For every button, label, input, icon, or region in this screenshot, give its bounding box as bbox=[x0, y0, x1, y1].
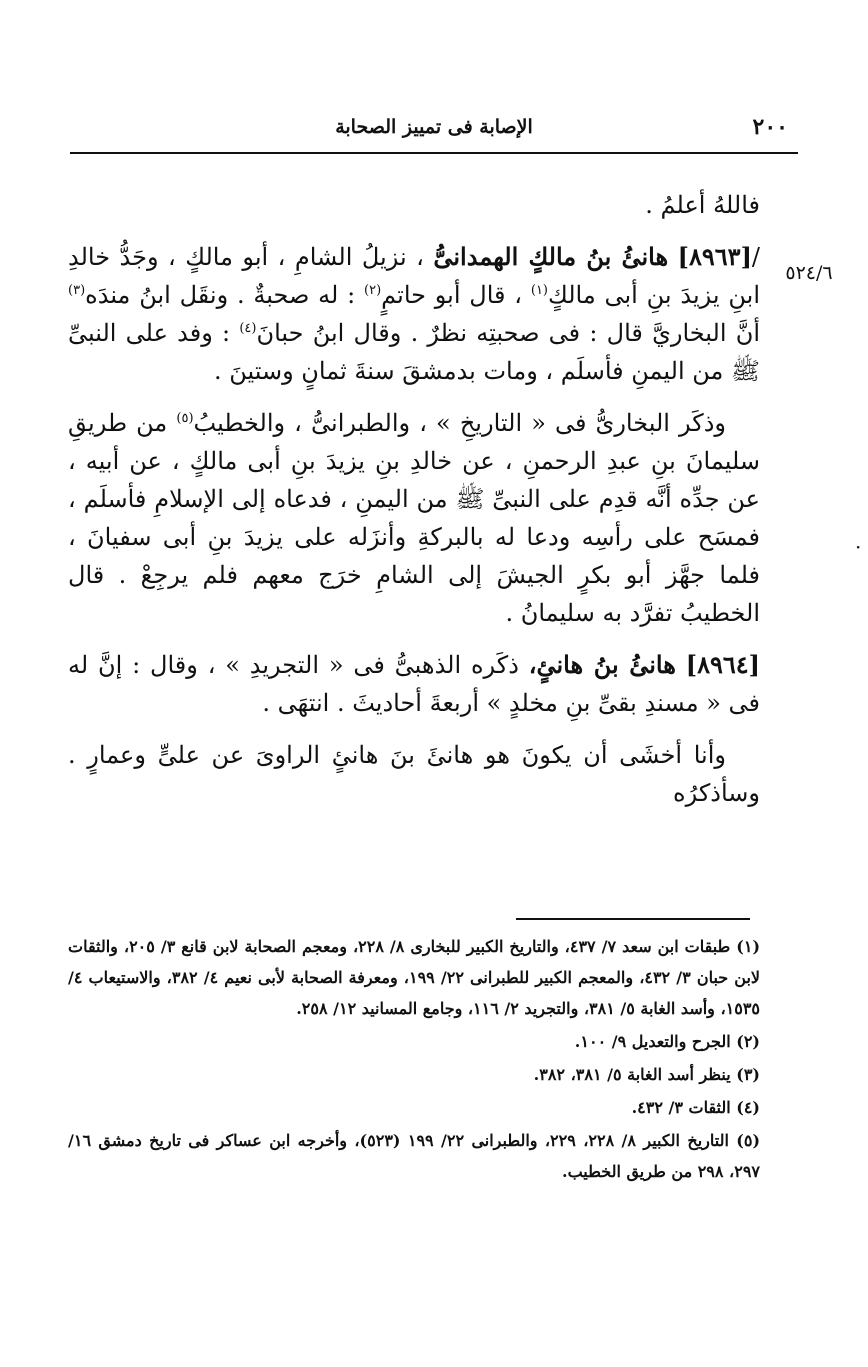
entry-number: [٨٩٦٣] bbox=[677, 242, 752, 271]
entry-8963 bbox=[68, 238, 760, 390]
paragraph-text: وذكَر البخارىُّ فى « التاريخِ » ، والطبرانىُّ ، والخطيبُ bbox=[193, 409, 727, 437]
header-rule bbox=[70, 152, 798, 154]
entry-text: : وفد على النبىِّ ﷺ من اليمنِ فأسلَم ، ومات بدمشقَ سنةَ ثمانٍ وستينَ . bbox=[68, 319, 760, 385]
margin-reference: ٥٢٤/٦ bbox=[785, 262, 833, 284]
footnote-ref: (٣) bbox=[68, 283, 86, 298]
footnote-ref: (١) bbox=[530, 283, 548, 298]
entry-text: ، قال أبو حاتمٍ bbox=[381, 281, 523, 309]
entry-8964 bbox=[68, 646, 760, 722]
footnote-ref: (٤) bbox=[239, 321, 257, 336]
closing-line: فاللهُ أعلمُ . bbox=[645, 191, 760, 219]
running-title: الإصابة فى تمييز الصحابة bbox=[335, 116, 533, 138]
paragraph-text: من طريقِ سليمانَ بنِ عبدِ الرحمنِ ، عن خالدِ بنِ يزيدَ بنِ أبى مالكٍ ، عن أبيه ، عن جدِّه أنَّه قدِم على النبىِّ ﷺ من اليمنِ ، فدعاه إلى الإسلامِ فأسلَم ، فمسَح على رأسِه ودعا له بالبركةِ وأنزَله على يزيدَ بنِ أبى سفيانَ ، فلما جهَّز أبو بكرٍ الجيشَ إلى الشامِ خرَج معهم فلم يرجِعْ . قال الخطيبُ تفرَّد به سليمانُ . bbox=[68, 409, 760, 627]
main-text bbox=[68, 186, 760, 812]
entry-text: : له صحبةٌ . ونقَل ابنُ مندَه bbox=[85, 281, 356, 309]
footnote-ref: (٥) bbox=[176, 411, 194, 426]
entry-name: هانئُ بنُ هانئٍ، bbox=[528, 650, 676, 679]
page-header bbox=[70, 108, 798, 148]
entry-number: [٨٩٦٤] bbox=[685, 650, 760, 679]
footnote-rule bbox=[516, 918, 750, 920]
footnote-3: (٣) ينظر أسد الغابة ٥/ ٣٨١، ٣٨٢. bbox=[533, 1065, 760, 1084]
paragraph-khatib bbox=[68, 404, 760, 632]
footnote-1: (١) طبقات ابن سعد ٧/ ٤٣٧، والتاريخ الكبير للبخارى ٨/ ٢٢٨، ومعجم الصحابة لابن قانع ٣/ ٢٠٥، والثقات لابن حبان ٣/ ٤٣٢، والمعجم الكبير للطبرانى ٢٢/ ١٩٩، ومعرفة الصحابة لأبى نعيم ٤/ ٣٨٢، والاستيعاب ٤/ ١٥٣٥، وأسد الغابة ٥/ ٣٨١، والتجريد ٢/ ١١٦، وجامع المسانيد ١٢/ ٢٥٨. bbox=[68, 937, 761, 1018]
entry-text: ، نزيلُ الشامِ ، أبو مالكٍ ، وجَدُّ خالدِ ابنِ يزيدَ بنِ أبى مالكٍ bbox=[68, 243, 760, 309]
page-number: ٢٠٠ bbox=[752, 114, 788, 140]
footnote-ref: (٢) bbox=[364, 283, 382, 298]
footnote-5: (٥) التاريخ الكبير ٨/ ٢٢٨، ٢٢٩، والطبرانى ٢٢/ ١٩٩ (٥٢٣)، وأخرجه ابن عساكر فى تاريخ دمشق ١٦/ ٢٩٧، ٢٩٨ من طريق الخطيب. bbox=[68, 1131, 761, 1181]
entry-text: أنَّ البخاريَّ قال : فى صحبتِه نظرٌ . وقال ابنُ حبانَ bbox=[256, 319, 760, 347]
footnote-2: (٢) الجرح والتعديل ٩/ ١٠٠. bbox=[574, 1032, 760, 1051]
margin-dot: · bbox=[855, 535, 862, 559]
entry-name: هانئُ بنُ مالكٍ الهمدانىُّ bbox=[433, 242, 669, 271]
footnotes bbox=[68, 931, 760, 1189]
footnote-4: (٤) الثقات ٣/ ٤٣٢. bbox=[631, 1098, 760, 1117]
last-line: وأنا أخشَى أن يكونَ هو هانئَ بنَ هانئٍ الراوىَ عن علىٍّ وعمارٍ . وسأذكرُه bbox=[68, 741, 760, 807]
page-break-marker: / bbox=[751, 243, 761, 271]
entry-text: ذكَره الذهبىُّ فى « التجريدِ » ، وقال : إنَّ له فى « مسندِ بقىِّ بنِ مخلدٍ » أربعةَ أحاديثَ . انتهَى . bbox=[68, 651, 760, 717]
